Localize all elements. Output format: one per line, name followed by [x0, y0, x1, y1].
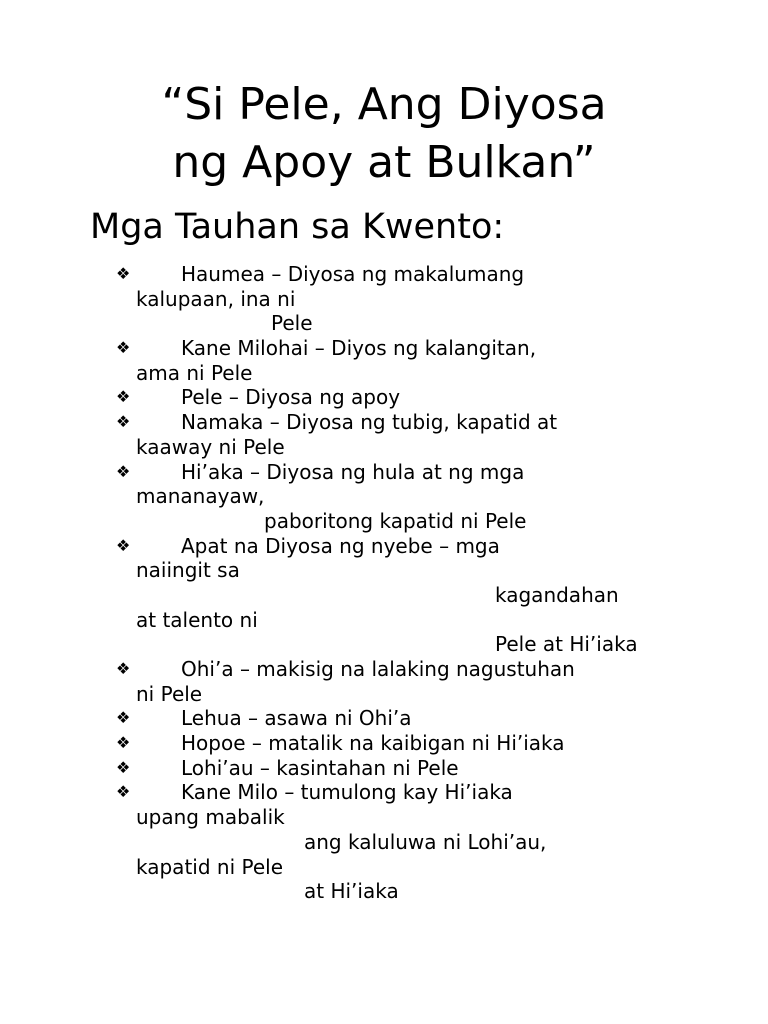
- character-text: Kane Milo – tumulong kay Hi’iaka: [181, 780, 513, 805]
- character-text: Pele at Hi’iaka: [495, 632, 638, 657]
- character-line: [0, 484, 768, 509]
- character-item: [0, 756, 768, 781]
- character-text: naiingit sa: [136, 558, 240, 583]
- character-line: [0, 534, 768, 559]
- character-line: [0, 336, 768, 361]
- character-line: [0, 509, 768, 534]
- character-line: [0, 435, 768, 460]
- character-line: [0, 460, 768, 485]
- character-text: Pele – Diyosa ng apoy: [181, 385, 401, 410]
- character-text: Namaka – Diyosa ng tubig, kapatid at: [181, 410, 558, 435]
- character-line: [0, 410, 768, 435]
- diamond-bullet-icon: ❖: [116, 535, 131, 555]
- character-line: [0, 361, 768, 386]
- character-item: [0, 385, 768, 410]
- character-item: [0, 780, 768, 903]
- character-item: [0, 657, 768, 706]
- character-text: kapatid ni Pele: [136, 854, 283, 879]
- document-title: [0, 76, 768, 192]
- character-text: upang mabalik: [136, 805, 285, 830]
- character-item: [0, 706, 768, 731]
- character-text: Lehua – asawa ni Ohi’a: [181, 706, 412, 731]
- title-line-1: “Si Pele, Ang Diyosa: [161, 79, 607, 130]
- character-item: [0, 460, 768, 534]
- character-line: [0, 385, 768, 410]
- character-line: [0, 657, 768, 682]
- character-line: [0, 731, 768, 756]
- character-text: Kane Milohai – Diyos ng kalangitan,: [181, 336, 537, 361]
- character-text: Pele: [271, 311, 313, 336]
- diamond-bullet-icon: ❖: [116, 412, 131, 432]
- character-text: paboritong kapatid ni Pele: [264, 508, 527, 533]
- character-text: ang kaluluwa ni Lohi’au,: [304, 829, 547, 854]
- character-item: [0, 262, 768, 336]
- character-text: kagandahan: [495, 582, 619, 607]
- diamond-bullet-icon: ❖: [116, 733, 131, 753]
- diamond-bullet-icon: ❖: [116, 782, 131, 802]
- character-line: [0, 682, 768, 707]
- character-text: mananayaw,: [136, 484, 265, 509]
- character-text: Haumea – Diyosa ng makalumang: [181, 262, 525, 286]
- character-text: Hi’aka – Diyosa ng hula at ng mga: [181, 459, 525, 484]
- diamond-bullet-icon: ❖: [116, 461, 131, 481]
- character-item: [0, 336, 768, 385]
- character-text: kalupaan, ina ni: [136, 286, 296, 311]
- character-line: [0, 583, 768, 608]
- diamond-bullet-icon: ❖: [116, 757, 131, 777]
- character-line: [0, 608, 768, 633]
- character-line: [0, 780, 768, 805]
- character-text: kaaway ni Pele: [136, 434, 285, 459]
- section-heading: Mga Tauhan sa Kwento:: [90, 207, 505, 247]
- character-line: [0, 311, 768, 336]
- diamond-bullet-icon: ❖: [116, 708, 131, 728]
- character-item: [0, 534, 768, 657]
- character-line: [0, 805, 768, 830]
- diamond-bullet-icon: ❖: [116, 338, 131, 358]
- character-text: at talento ni: [136, 607, 258, 632]
- character-text: ni Pele: [136, 681, 203, 706]
- diamond-bullet-icon: ❖: [116, 659, 131, 678]
- character-text: Apat na Diyosa ng nyebe – mga: [181, 533, 500, 558]
- character-line: [0, 287, 768, 312]
- character-text: Ohi’a – makisig na lalaking nagustuhan: [181, 657, 575, 681]
- character-line: [0, 632, 768, 657]
- character-list: [0, 262, 768, 904]
- character-line: [0, 262, 768, 287]
- character-line: [0, 879, 768, 904]
- character-line: [0, 830, 768, 855]
- diamond-bullet-icon: ❖: [116, 387, 131, 407]
- character-line: [0, 855, 768, 880]
- title-line-2: ng Apoy at Bulkan”: [172, 137, 596, 188]
- diamond-bullet-icon: ❖: [116, 264, 131, 283]
- character-line: [0, 756, 768, 781]
- character-text: at Hi’iaka: [304, 879, 399, 904]
- character-text: ama ni Pele: [136, 360, 253, 385]
- character-text: Lohi’au – kasintahan ni Pele: [181, 755, 459, 780]
- character-text: Hopoe – matalik na kaibigan ni Hi’iaka: [181, 731, 565, 756]
- character-item: [0, 731, 768, 756]
- character-item: [0, 410, 768, 459]
- character-line: [0, 706, 768, 731]
- character-line: [0, 558, 768, 583]
